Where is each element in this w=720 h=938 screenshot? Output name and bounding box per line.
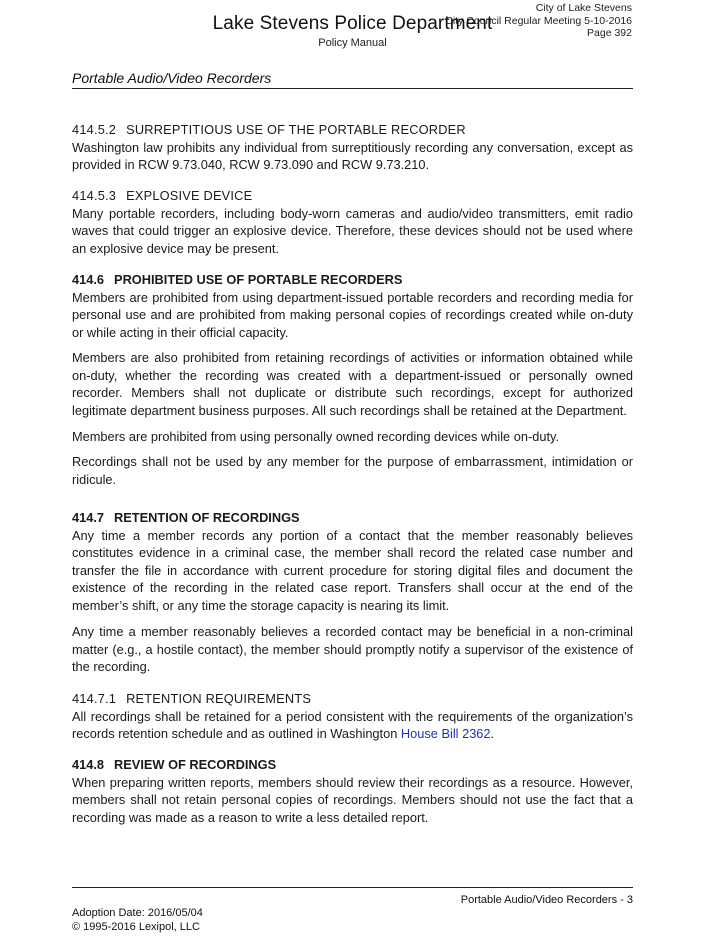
section-414-5-2 [72, 121, 633, 174]
section-number: 414.5.3 [72, 188, 117, 203]
section-number: 414.7.1 [72, 691, 117, 706]
stamp-line-2: City Council Regular Meeting 5-10-2016 [445, 14, 632, 27]
paragraph: Many portable recorders, including body-worn cameras and audio/video transmitters, emit radio waves that could trigger an explosive device. Therefore, these devices should not be used where an explosive device may be present. [72, 205, 633, 256]
stamp-line-3: Page 392 [587, 27, 632, 39]
stamp-line-1: City of Lake Stevens [535, 2, 632, 14]
adoption-date: Adoption Date: 2016/05/04 [72, 907, 203, 919]
section-414-7 [72, 509, 633, 615]
paragraph: Any time a member reasonably believes a recorded contact may be beneficial in a non-criminal matter (e.g., a hostile contact), the member should promptly notify a supervisor of the existence of the recording. [72, 624, 633, 675]
paragraph: Washington law prohibits any individual from surreptitiously recording any conversation, except as provided in RCW 9.73.040, RCW 9.73.090 and RCW 9.73.210. [72, 139, 633, 173]
chapter-title: Portable Audio/Video Recorders [72, 70, 272, 86]
section-heading-text: PROHIBITED USE OF PORTABLE RECORDERS [114, 272, 403, 287]
paragraph: Any time a member records any portion of a contact that the member reasonably believes constitutes evidence in a criminal case, the member shall record the related case number and transfer the file in accordance with current procedure for storing digital files and document the existence of the recording in the related case report. Transfers shall occur at the end of the member’s shift, or any time the storage capacity is nearing its limit. [72, 527, 633, 613]
section-heading-text: EXPLOSIVE DEVICE [126, 188, 253, 203]
paragraph: Members are prohibited from using department-issued portable recorders and recording media for personal use and are prohibited from making personal copies of recordings created while on-duty or while acting in their official capacity. [72, 289, 633, 340]
footer-meta [72, 907, 203, 934]
footer-page-label: Portable Audio/Video Recorders - 3 [460, 894, 633, 906]
manual-subtitle: Policy Manual [318, 37, 387, 49]
section-heading-text: RETENTION REQUIREMENTS [126, 691, 312, 706]
footer-divider [72, 887, 633, 888]
paragraph: Recordings shall not be used by any member for the purpose of embarrassment, intimidation or ridicule. [72, 454, 633, 487]
section-number: 414.8 [72, 757, 105, 772]
paragraph [72, 708, 633, 743]
section-number: 414.7 [72, 510, 105, 525]
paragraph: Members are prohibited from using personally owned recording devices while on-duty. [72, 429, 560, 444]
header-divider [72, 88, 633, 89]
section-heading [72, 271, 633, 289]
section-heading-text: RETENTION OF RECORDINGS [114, 510, 300, 525]
section-414-7-1 [72, 690, 633, 743]
section-number: 414.5.2 [72, 122, 117, 137]
section-heading [72, 509, 633, 527]
paragraph: Members are also prohibited from retaining recordings of activities or information obtained while on-duty, whether the recording was created with a department-issued or personally owned recorder. Members shall not duplicate or distribute such recordings, except for authorized legitimate department business purposes. All such recordings shall be retained at the Department. [72, 350, 633, 418]
paragraph-text: All recordings shall be retained for a period consistent with the requirements of the organization’s records retention schedule and as outlined in Washington [72, 708, 633, 742]
department-title: Lake Stevens Police Department [212, 13, 493, 34]
section-heading-text: SURREPTITIOUS USE OF THE PORTABLE RECORDER [126, 122, 466, 137]
paragraph: When preparing written reports, members should review their recordings as a resource. However, members shall not retain personal copies of recordings. Members should not use the fact that a recording was made as a reason to write a less detailed report. [72, 774, 633, 825]
house-bill-link[interactable]: House Bill 2362 [400, 726, 491, 742]
section-heading [72, 756, 633, 774]
section-heading [72, 690, 633, 708]
section-414-8 [72, 756, 633, 826]
section-heading [72, 121, 633, 139]
paragraph-text-end: . [490, 726, 495, 742]
section-number: 414.6 [72, 272, 105, 287]
section-414-5-3 [72, 187, 633, 257]
section-heading-text: REVIEW OF RECORDINGS [114, 757, 277, 772]
copyright: © 1995-2016 Lexipol, LLC [72, 920, 200, 933]
section-414-6 [72, 271, 633, 341]
section-heading [72, 187, 633, 205]
